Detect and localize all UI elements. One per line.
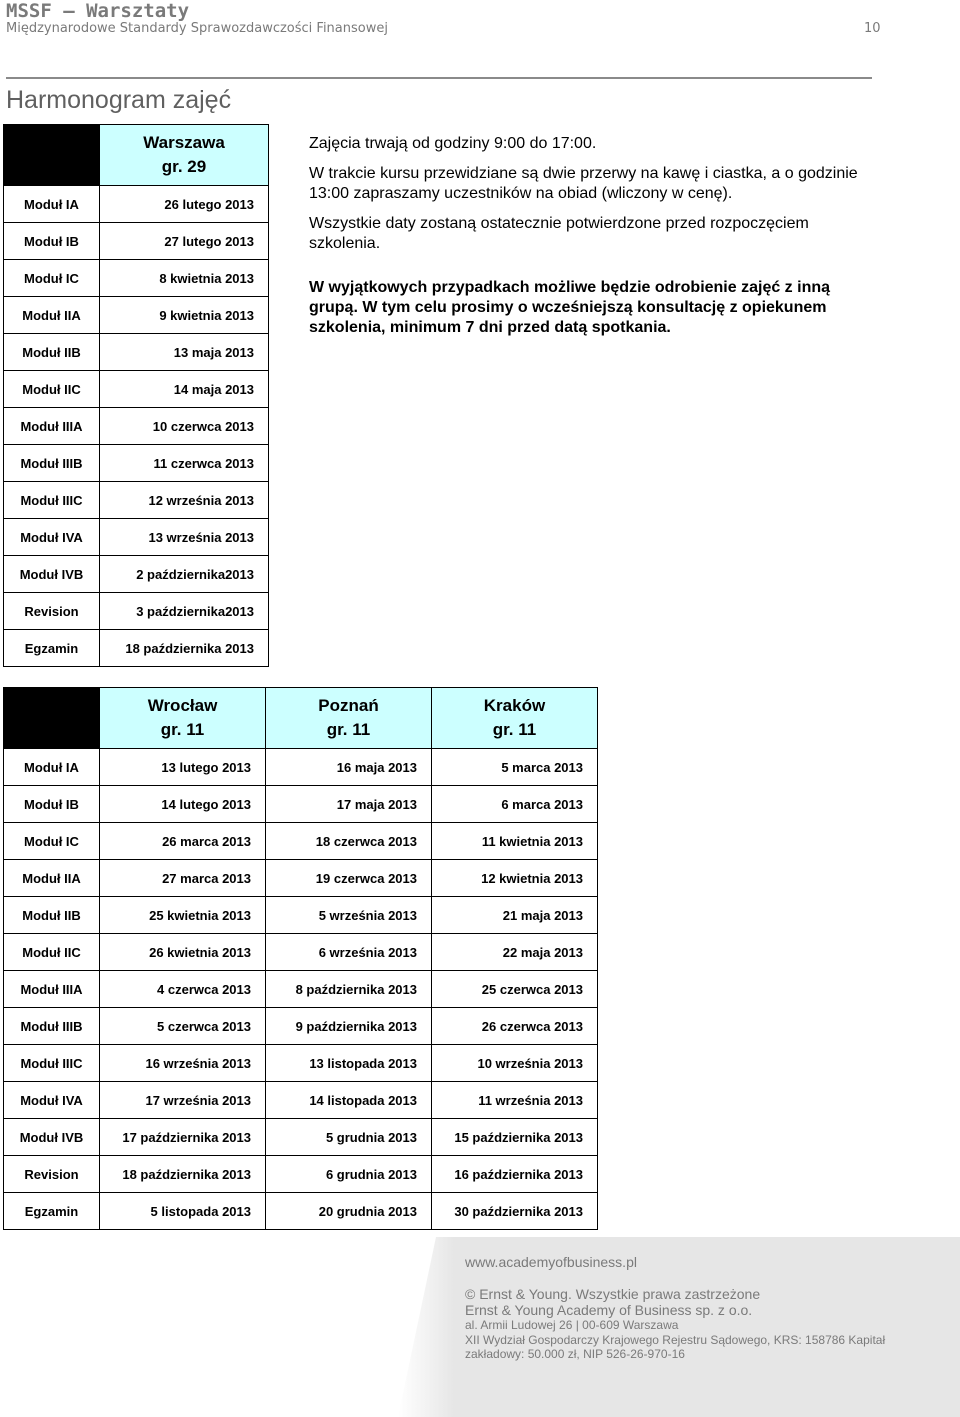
date-cell: 4 czerwca 2013 — [100, 971, 266, 1008]
date-cell: 8 października 2013 — [266, 971, 432, 1008]
date-cell: 25 kwietnia 2013 — [100, 897, 266, 934]
date-cell: 9 października 2013 — [266, 1008, 432, 1045]
table-row — [4, 1119, 598, 1156]
date-cell: 25 czerwca 2013 — [432, 971, 598, 1008]
date-cell: 30 października 2013 — [432, 1193, 598, 1230]
date-cell: 18 października 2013 — [100, 630, 269, 667]
module-cell: Egzamin — [4, 1193, 100, 1230]
warsaw-schedule-table — [3, 124, 269, 667]
date-cell: 26 kwietnia 2013 — [100, 934, 266, 971]
footer-registry-1: XII Wydział Gospodarczy Krajowego Rejestru Sądowego, KRS: 158786 Kapitał — [465, 1332, 886, 1347]
date-cell: 14 lutego 2013 — [100, 786, 266, 823]
table-row — [4, 223, 269, 260]
module-cell: Moduł IVA — [4, 1082, 100, 1119]
city-header — [266, 688, 432, 749]
date-cell: 27 marca 2013 — [100, 860, 266, 897]
module-cell: Moduł IC — [4, 260, 100, 297]
table-row — [4, 519, 269, 556]
date-cell: 5 marca 2013 — [432, 749, 598, 786]
table-header-row — [4, 125, 269, 186]
module-cell: Moduł IIA — [4, 860, 100, 897]
date-cell: 26 marca 2013 — [100, 823, 266, 860]
table-row — [4, 371, 269, 408]
date-cell: 11 kwietnia 2013 — [432, 823, 598, 860]
city-name: Warszawa — [143, 133, 225, 152]
module-cell: Moduł IA — [4, 749, 100, 786]
table-row — [4, 556, 269, 593]
date-cell: 5 listopada 2013 — [100, 1193, 266, 1230]
header-divider — [6, 77, 872, 79]
city-header — [432, 688, 598, 749]
city-header-warsaw — [100, 125, 269, 186]
module-cell: Revision — [4, 593, 100, 630]
cities-schedule-table — [3, 687, 598, 1230]
table-row — [4, 297, 269, 334]
module-cell: Moduł IIIA — [4, 408, 100, 445]
table-header-row — [4, 688, 598, 749]
module-cell: Moduł IIA — [4, 297, 100, 334]
table-row — [4, 971, 598, 1008]
table-row — [4, 749, 598, 786]
header-subtitle: Międzynarodowe Standardy Sprawozdawczości Finansowej — [6, 21, 388, 36]
table-row — [4, 934, 598, 971]
date-cell: 18 czerwca 2013 — [266, 823, 432, 860]
table-row — [4, 630, 269, 667]
date-cell: 5 czerwca 2013 — [100, 1008, 266, 1045]
table-row — [4, 897, 598, 934]
table-row — [4, 593, 269, 630]
page-title: Harmonogram zajęć — [6, 86, 232, 114]
date-cell: 13 listopada 2013 — [266, 1045, 432, 1082]
footer-registry-2: zakładowy: 50.000 zł, NIP 526-26-970-16 — [465, 1347, 685, 1361]
table-row — [4, 860, 598, 897]
table-row — [4, 408, 269, 445]
module-cell: Moduł IIB — [4, 334, 100, 371]
date-cell: 16 października 2013 — [432, 1156, 598, 1193]
date-cell: 17 września 2013 — [100, 1082, 266, 1119]
date-cell: 11 czerwca 2013 — [100, 445, 269, 482]
note-hours: Zajęcia trwają od godziny 9:00 do 17:00. — [309, 135, 597, 152]
module-cell: Moduł IB — [4, 786, 100, 823]
module-cell: Moduł IIIA — [4, 971, 100, 1008]
course-notes — [309, 134, 869, 348]
date-cell: 5 września 2013 — [266, 897, 432, 934]
module-cell: Moduł IB — [4, 223, 100, 260]
date-cell: 8 kwietnia 2013 — [100, 260, 269, 297]
date-cell: 16 września 2013 — [100, 1045, 266, 1082]
date-cell: 19 czerwca 2013 — [266, 860, 432, 897]
footer-copyright: © Ernst & Young. Wszystkie prawa zastrzeżone — [465, 1286, 761, 1302]
date-cell: 20 grudnia 2013 — [266, 1193, 432, 1230]
city-name: Wrocław — [147, 696, 218, 715]
date-cell: 14 maja 2013 — [100, 371, 269, 408]
module-cell: Moduł IIIC — [4, 482, 100, 519]
date-cell: 6 września 2013 — [266, 934, 432, 971]
module-cell: Moduł IA — [4, 186, 100, 223]
date-cell: 22 maja 2013 — [432, 934, 598, 971]
module-cell: Moduł IIC — [4, 934, 100, 971]
date-cell: 15 października 2013 — [432, 1119, 598, 1156]
module-cell: Moduł IIB — [4, 897, 100, 934]
date-cell: 26 czerwca 2013 — [432, 1008, 598, 1045]
table-row — [4, 260, 269, 297]
date-cell: 27 lutego 2013 — [100, 223, 269, 260]
date-cell: 18 października 2013 — [100, 1156, 266, 1193]
table-row — [4, 823, 598, 860]
city-group: gr. 11 — [326, 720, 371, 739]
footer-address: al. Armii Ludowej 26 | 00-609 Warszawa — [465, 1318, 679, 1332]
footer-company: Ernst & Young Academy of Business sp. z o.o. — [465, 1302, 753, 1318]
date-cell: 13 lutego 2013 — [100, 749, 266, 786]
table-row — [4, 1008, 598, 1045]
date-cell: 14 listopada 2013 — [266, 1082, 432, 1119]
footer-website[interactable]: www.academyofbusiness.pl — [465, 1254, 637, 1270]
city-group: gr. 29 — [161, 157, 207, 176]
date-cell: 2 października2013 — [100, 556, 269, 593]
date-cell: 13 września 2013 — [100, 519, 269, 556]
table-row — [4, 445, 269, 482]
note-breaks: W trakcie kursu przewidziane są dwie przerwy na kawę i ciastka, a o godzinie 13:00 zapraszamy uczestników na obiad (wliczony w cenę). — [309, 165, 858, 202]
module-cell: Egzamin — [4, 630, 100, 667]
date-cell: 5 grudnia 2013 — [266, 1119, 432, 1156]
date-cell: 10 czerwca 2013 — [100, 408, 269, 445]
date-cell: 12 kwietnia 2013 — [432, 860, 598, 897]
module-cell: Moduł IIIC — [4, 1045, 100, 1082]
table-row — [4, 1045, 598, 1082]
date-cell: 10 września 2013 — [432, 1045, 598, 1082]
date-cell: 17 października 2013 — [100, 1119, 266, 1156]
date-cell: 6 grudnia 2013 — [266, 1156, 432, 1193]
table-row — [4, 1082, 598, 1119]
note-makeup: W wyjątkowych przypadkach możliwe będzie odrobienie zajęć z inną grupą. W tym celu prosimy o wcześniejszą konsultację z opiekunem szkolenia, minimum 7 dni przed datą spotkania. — [309, 279, 831, 336]
date-cell: 11 września 2013 — [432, 1082, 598, 1119]
module-cell: Moduł IIIB — [4, 445, 100, 482]
module-cell: Moduł IIC — [4, 371, 100, 408]
city-group: gr. 11 — [492, 720, 537, 739]
date-cell: 17 maja 2013 — [266, 786, 432, 823]
module-cell: Moduł IIIB — [4, 1008, 100, 1045]
header-corner-cell — [4, 688, 100, 749]
table-row — [4, 482, 269, 519]
date-cell: 9 kwietnia 2013 — [100, 297, 269, 334]
footer — [465, 1254, 885, 1362]
table-row — [4, 186, 269, 223]
table-row — [4, 1156, 598, 1193]
page-number: 10 — [864, 21, 881, 36]
table-row — [4, 1193, 598, 1230]
table-row — [4, 334, 269, 371]
module-cell: Revision — [4, 1156, 100, 1193]
table-row — [4, 786, 598, 823]
city-group: gr. 11 — [160, 720, 205, 739]
module-cell: Moduł IVA — [4, 519, 100, 556]
header-corner-cell — [4, 125, 100, 186]
date-cell: 13 maja 2013 — [100, 334, 269, 371]
module-cell: Moduł IVB — [4, 1119, 100, 1156]
city-name: Kraków — [483, 696, 546, 715]
date-cell: 16 maja 2013 — [266, 749, 432, 786]
module-cell: Moduł IC — [4, 823, 100, 860]
date-cell: 26 lutego 2013 — [100, 186, 269, 223]
date-cell: 21 maja 2013 — [432, 897, 598, 934]
note-confirm: Wszystkie daty zostaną ostatecznie potwierdzone przed rozpoczęciem szkolenia. — [309, 215, 809, 252]
module-cell: Moduł IVB — [4, 556, 100, 593]
date-cell: 6 marca 2013 — [432, 786, 598, 823]
city-header — [100, 688, 266, 749]
city-name: Poznań — [318, 696, 379, 715]
date-cell: 12 września 2013 — [100, 482, 269, 519]
header-title: MSSF – Warsztaty — [6, 0, 190, 22]
date-cell: 3 października2013 — [100, 593, 269, 630]
